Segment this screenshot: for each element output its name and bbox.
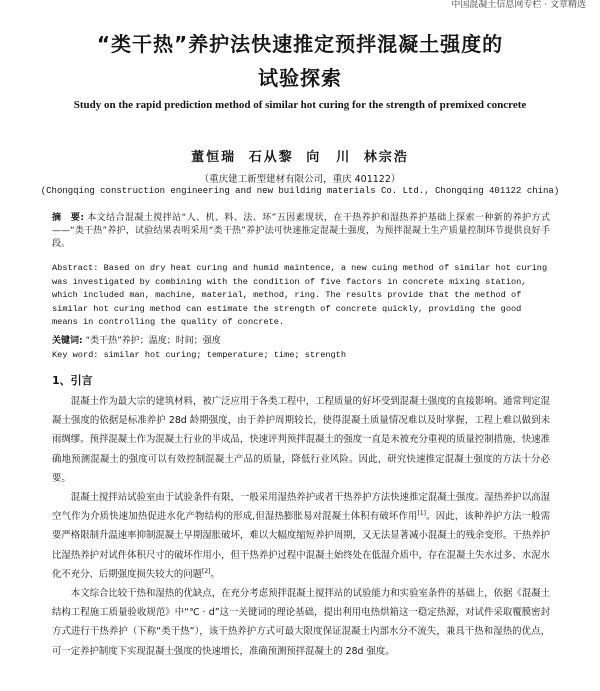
abstract-label-en: Abstract: bbox=[52, 263, 99, 273]
author-name: 向 川 bbox=[306, 150, 352, 165]
abstract-english bbox=[52, 262, 550, 330]
author-name: 林宗浩 bbox=[363, 150, 409, 165]
keywords-label-en: Key word: bbox=[52, 350, 99, 360]
chinese-title-line-2: 试验探索 bbox=[258, 66, 342, 90]
author-name: 董恒瑞 bbox=[191, 150, 237, 165]
keywords-label-cn: 关键词: bbox=[52, 336, 83, 346]
chinese-title-line-1: “类干热”养护法快速推定预拌混凝土强度的 bbox=[96, 32, 504, 56]
body-paragraph-2 bbox=[52, 488, 550, 584]
citation-1: [1] bbox=[417, 510, 427, 518]
keywords-english bbox=[52, 349, 550, 361]
paragraph-2-part-c: 。 bbox=[210, 568, 220, 580]
affiliation-english: (Chongqing construction engineering and new building materials Co. Ltd., Chongqing 401122 china) bbox=[40, 186, 560, 196]
abstract-label-cn: 摘 要: bbox=[52, 213, 84, 223]
section-heading-introduction: 1、引言 bbox=[52, 374, 93, 387]
keywords-text-cn: “类干热”养护；温度；时间；强度 bbox=[85, 336, 221, 346]
abstract-text-cn: 本文结合混凝土搅拌站“人、机、料、法、环”五因素现状，在干热养护和湿热养护基础上探索一种新的养护方式——“类干热”养护，试验结果表明采用“类干热”养护法可快速推定混凝土强度，为预拌混凝土生产质量控制环节提供良好手段。 bbox=[52, 213, 550, 249]
paragraph-2-part-a: 混凝土搅拌站试验室由于试验条件有限，一般采用湿热养护或者干热养护方法快速推定混凝土强度。湿热养护以高湿空气作为介质快速加热促进水化产物结构的形成,但湿热膨胀易对混凝土体积有破坏作用 bbox=[52, 492, 550, 523]
running-header: 中国混凝土信息网专栏 · 文章精选 bbox=[451, 0, 586, 10]
abstract-chinese bbox=[52, 212, 550, 251]
paragraph-2-part-b: 。因此，该种养护方法一般需要严格限制升温速率抑制混凝土早期湿胀破坏，难以大幅度缩短养护周期，又无法显著减小混凝土的残余变形。干热养护比湿热养护对试件体积尺寸的破坏作用小，但干热养护过程中混凝土始终处在低湿介质中，存在混凝土失水过多、水泥水化不充分、后期强度损失较大的问题 bbox=[52, 511, 550, 580]
keywords-chinese bbox=[52, 335, 550, 347]
body-paragraph-1: 混凝土作为最大宗的建筑材料，被广泛应用于各类工程中，工程质量的好坏受到混凝土强度的直接影响。通常判定混凝土强度的依据是标准养护 28d 龄期强度，由于养护周期较长，使得混凝土质量情况难以及时掌握，工程上难以做到未雨绸缪。预拌混凝土作为混凝土行业的半成品，快速评判预拌混凝土的强度一直是未被充分重视的质量控制措施，快速准确地预测混凝土的强度可以有效控制混凝土产品的质量，降低行业风险。因此，研究快速推定混凝土强度的方法十分必要。 bbox=[52, 396, 550, 484]
affiliation-chinese: （重庆建工新型建材有限公司，重庆 401122） bbox=[199, 174, 401, 185]
citation-2: [2] bbox=[202, 567, 211, 575]
author-name: 石从黎 bbox=[248, 150, 294, 165]
author-list bbox=[0, 146, 600, 165]
english-title: Study on the rapid prediction method of similar hot curing for the strength of premixed concrete bbox=[73, 99, 527, 111]
keywords-text-en: similar hot curing; temperature; time; strength bbox=[103, 350, 346, 360]
abstract-text-en: Based on dry heat curing and humid maintence, a new cuing method of similar hot curing was investigated by combining with the condition of five factors in concrete mixing station, which included man, machine, material, method, ring. The results provide that the method of similar hot curing method can estimate the strength of concrete quickly, providing the good means in controlling the quality of concrete. bbox=[52, 263, 548, 327]
body-paragraph-3: 本文综合比较干热和湿热的优缺点，在充分考虑预拌混凝土搅拌站的试验能力和实验室条件的基础上，依据《混凝土结构工程施工质量验收规范》中“℃ · d”这一关键词的理论基础，提出利用电热烘箱这一稳定热源，对试件采取覆膜密封方式进行干热养护（下称“类干热”），该干热养护方式可最大限度保证混凝土内部水分不流失，兼具干热和湿热的优点，可一定养护制度下实现混凝土强度的快速增长，准确预测预拌混凝土的 28d 强度。 bbox=[52, 588, 550, 657]
